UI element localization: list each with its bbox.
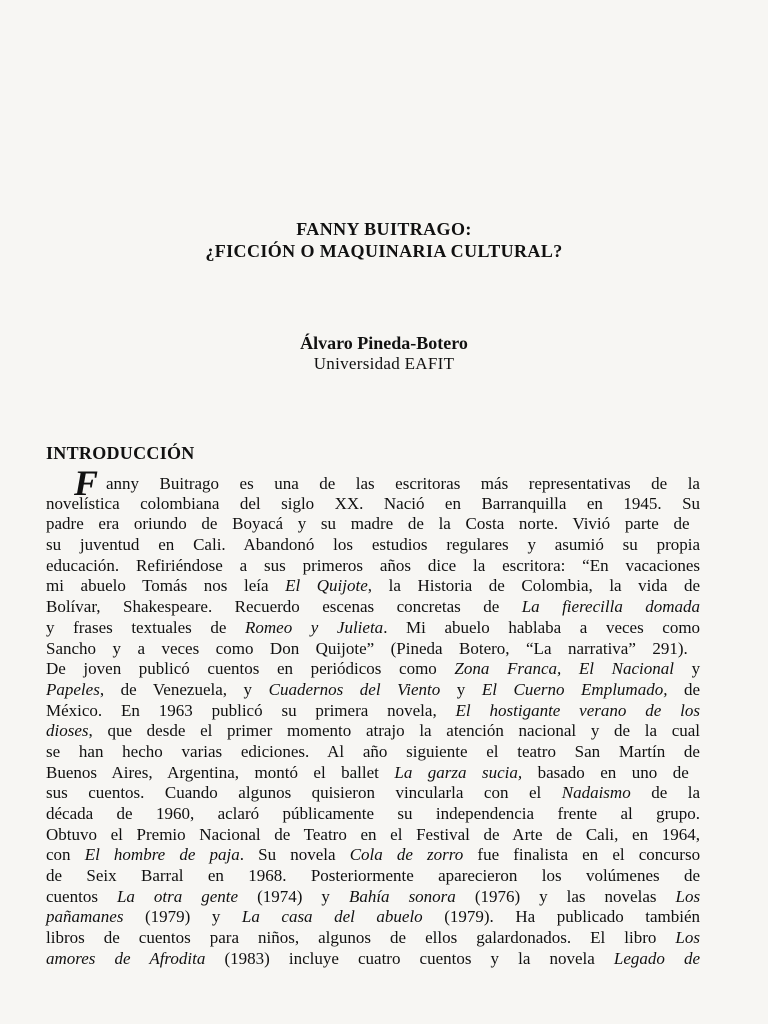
text-line <box>46 887 700 908</box>
text-segment: , la Historia de Colombia, la vida de <box>367 576 701 596</box>
text-line <box>46 783 700 804</box>
text-segment: Bolívar, Shakespeare. Recuerdo escenas concretas de <box>46 597 522 617</box>
text-line <box>46 742 700 763</box>
text-segment: mi abuelo Tomás nos leía <box>46 576 286 596</box>
italic-text: amores de Afrodita <box>46 948 206 968</box>
italic-text: La otra gente <box>116 886 239 906</box>
text-segment: de Seix Barral en 1968. Posteriormente aparecieron los volúmenes de <box>46 866 701 886</box>
text-segment: anny Buitrago es una de las escritoras más representativas de la <box>106 474 700 493</box>
text-line <box>46 639 700 660</box>
text-line <box>46 804 700 825</box>
text-segment: , que desde el primer momento atrajo la atención nacional y de la cual <box>88 721 701 741</box>
section-heading: INTRODUCCIÓN <box>46 443 195 463</box>
text-segment: se han hecho varias ediciones. Al año siguiente el teatro San Martín de <box>46 741 700 761</box>
italic-text: Zona Franca, El Nacional <box>454 659 674 679</box>
text-line <box>46 845 700 866</box>
text-line <box>46 659 700 680</box>
italic-text: dioses <box>46 721 89 741</box>
text-segment: (1974) y <box>238 886 349 906</box>
text-segment: (1979). Ha publicado también <box>422 907 701 927</box>
text-segment: cuentos <box>46 886 117 906</box>
italic-text: El Quijote <box>285 576 368 596</box>
text-segment: década de 1960, aclaró públicamente su independencia frente al grupo. <box>46 804 701 823</box>
text-segment: (1976) y las novelas <box>455 886 676 906</box>
italic-text: La fierecilla domada <box>521 597 701 617</box>
text-segment: . Mi abuelo hablaba a veces como <box>383 617 701 637</box>
text-segment: Obtuvo el Premio Nacional de Teatro en el Festival de Arte de Cali, en 1964, <box>46 824 700 844</box>
author-block <box>0 332 768 374</box>
text-segment: su juventud en Cali. Abandonó los estudios regulares y asumió su propia <box>46 535 701 555</box>
text-segment: con <box>46 845 85 865</box>
text-line <box>46 949 700 970</box>
text-segment: (1979) y <box>123 907 242 927</box>
text-line <box>46 618 700 639</box>
italic-text: Legado de <box>613 948 701 968</box>
title-block <box>0 218 768 262</box>
italic-text: El hostigante verano de los <box>455 700 700 720</box>
title-line-2: ¿FICCIÓN O MAQUINARIA CULTURAL? <box>205 241 563 261</box>
italic-text: La casa del abuelo <box>241 907 423 927</box>
text-segment: . Su novela <box>239 845 350 865</box>
text-segment: , de Venezuela, y <box>99 679 269 699</box>
italic-text: Cola de zorro <box>349 845 464 865</box>
text-segment: Sancho y a veces como Don Quijote” (Pineda Botero, “La narrativa” 291). <box>46 638 688 658</box>
italic-text: Papeles <box>46 679 100 699</box>
italic-text: Nadaismo <box>561 783 631 803</box>
text-line <box>46 463 700 503</box>
text-segment: y <box>673 659 701 679</box>
text-line <box>46 514 700 535</box>
text-line <box>46 763 700 784</box>
text-segment: De joven publicó cuentos en periódicos como <box>46 659 455 679</box>
text-line <box>46 701 700 722</box>
text-segment: novelística colombiana del siglo XX. Nació en Barranquilla en 1945. Su <box>46 493 701 513</box>
text-line <box>46 825 700 846</box>
author-name: Álvaro Pineda-Botero <box>300 333 468 353</box>
italic-text: Romeo y Julieta <box>244 617 384 637</box>
author-affiliation: Universidad EAFIT <box>313 354 455 373</box>
title-line-1: FANNY BUITRAGO: <box>296 219 472 239</box>
body-paragraph <box>46 463 701 970</box>
text-segment: y frases textuales de <box>46 617 245 637</box>
text-line <box>46 907 700 928</box>
text-segment: de <box>667 679 701 699</box>
text-segment: educación. Refiriéndose a sus primeros años dice la escritora: “En vacaciones <box>46 555 701 575</box>
italic-text: Bahía sonora <box>348 886 456 906</box>
italic-text: Los <box>675 928 700 948</box>
text-segment: de la <box>630 783 701 803</box>
text-line <box>46 928 700 949</box>
text-line <box>46 866 700 887</box>
text-line <box>46 494 700 515</box>
text-segment: (1983) incluye cuatro cuentos y la novela <box>205 948 614 968</box>
text-line <box>46 556 700 577</box>
italic-text: Los <box>675 886 701 906</box>
text-segment: padre era oriundo de Boyacá y su madre de la Costa norte. Vivió parte de <box>46 514 690 534</box>
italic-text: El Cuerno Emplumado, <box>481 679 668 699</box>
text-segment: y <box>440 679 482 699</box>
italic-text: pañamanes <box>46 907 124 927</box>
italic-text: El hombre de paja <box>84 845 240 865</box>
text-line <box>46 576 700 597</box>
text-segment: libros de cuentos para niños, algunos de ellos galardonados. El libro <box>46 928 676 948</box>
text-segment: fue finalista en el concurso <box>463 845 701 865</box>
italic-text: La garza sucia, <box>394 762 523 782</box>
text-line <box>46 721 700 742</box>
text-line <box>46 535 700 556</box>
text-segment: sus cuentos. Cuando algunos quisieron vincularla con el <box>46 783 562 803</box>
text-segment: Buenos Aires, Argentina, montó el ballet <box>46 762 395 782</box>
text-line <box>46 597 700 618</box>
text-segment: basado en uno de <box>522 762 689 782</box>
text-segment: México. En 1963 publicó su primera novela, <box>46 700 456 720</box>
italic-text: Cuadernos del Viento <box>268 679 441 699</box>
text-line <box>46 680 700 701</box>
drop-cap: F <box>74 463 99 503</box>
